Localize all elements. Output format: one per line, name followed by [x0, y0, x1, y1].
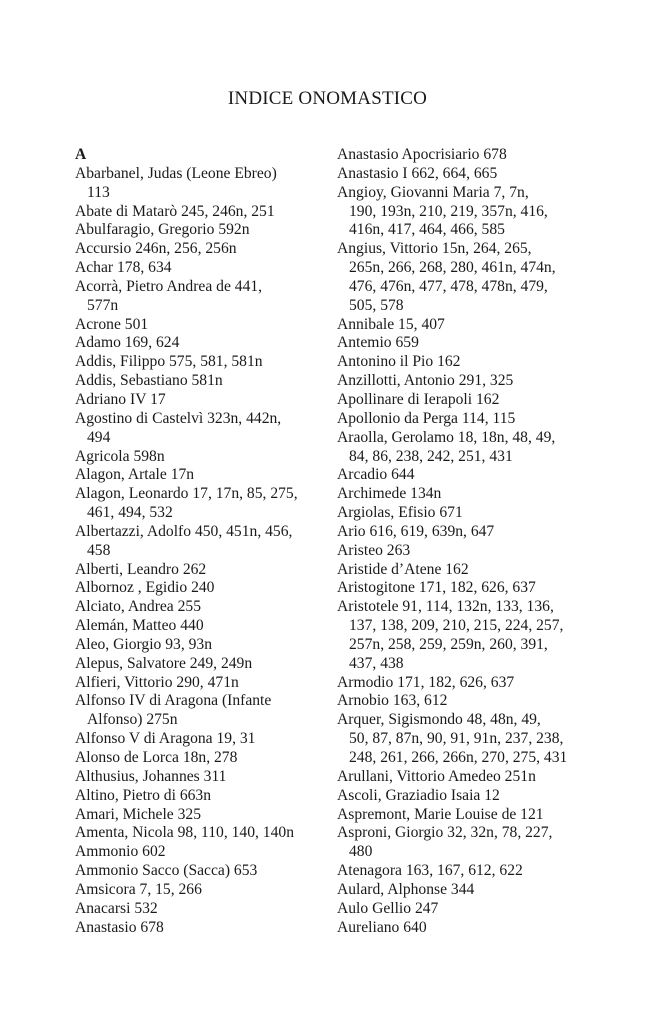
- index-entry: Anastasio Apocrisiario 678: [337, 146, 507, 163]
- index-entry: Archimede 134n: [337, 485, 442, 503]
- index-entry-continuation: 257n, 258, 259, 259n, 260, 391,: [349, 635, 548, 653]
- index-entry: Aristogitone 171, 182, 626, 637: [337, 579, 536, 597]
- index-entry: Agricola 598n: [75, 447, 165, 465]
- index-entry-continuation: 248, 261, 266, 266n, 270, 275, 431: [349, 749, 568, 766]
- index-entry-continuation: 458: [87, 541, 111, 559]
- index-entry: Asproni, Giorgio 32, 32n, 78, 227,: [337, 824, 553, 842]
- index-entry: Anacarsi 532: [75, 899, 158, 917]
- index-entry: Alberti, Leandro 262: [75, 560, 207, 578]
- index-entry-continuation: 505, 578: [349, 296, 404, 314]
- index-entry: Alagon, Leonardo 17, 17n, 85, 275,: [75, 485, 298, 503]
- index-entry: Atenagora 163, 167, 612, 622: [337, 862, 523, 880]
- index-entry: Apollinare di Ierapoli 162: [337, 390, 500, 408]
- index-entry: Adriano IV 17: [75, 390, 166, 408]
- index-entry: Aristotele 91, 114, 132n, 133, 136,: [337, 598, 554, 616]
- index-entry: Angioy, Giovanni Maria 7, 7n,: [337, 183, 529, 201]
- index-entry: Anzillotti, Antonio 291, 325: [337, 372, 514, 390]
- index-entry-continuation: 50, 87, 87n, 90, 91, 91n, 237, 238,: [349, 730, 564, 748]
- index-entry-continuation: 137, 138, 209, 210, 215, 224, 257,: [349, 617, 564, 635]
- index-entry: Alagon, Artale 17n: [75, 466, 195, 484]
- index-entry-continuation: 494: [87, 428, 111, 446]
- index-entry: Araolla, Gerolamo 18, 18n, 48, 49,: [337, 428, 556, 446]
- index-entry: Amsicora 7, 15, 266: [75, 880, 202, 898]
- index-entry-continuation: Alfonso) 275n: [87, 711, 178, 729]
- index-entry: Abulfaragio, Gregorio 592n: [75, 221, 250, 239]
- section-letter: A: [75, 146, 87, 163]
- index-entry: Ario 616, 619, 639n, 647: [337, 522, 495, 540]
- index-entry: Armodio 171, 182, 626, 637: [337, 673, 515, 691]
- index-entry: Argiolas, Efisio 671: [337, 504, 463, 522]
- index-entry: Arnobio 163, 612: [337, 692, 448, 710]
- index-column-right: [337, 146, 587, 937]
- index-entry: Aspremont, Marie Louise de 121: [337, 805, 544, 823]
- index-entry: Aristeo 263: [337, 541, 411, 559]
- index-entry: Angius, Vittorio 15n, 264, 265,: [337, 240, 532, 258]
- index-entry: Annibale 15, 407: [337, 315, 445, 333]
- index-entry: Agostino di Castelvì 323n, 442n,: [75, 409, 282, 427]
- index-entry: Altino, Pietro di 663n: [75, 786, 212, 804]
- index-entry-continuation: 437, 438: [349, 654, 404, 672]
- index-entry: Addis, Sebastiano 581n: [75, 372, 223, 390]
- index-entry: Amenta, Nicola 98, 110, 140, 140n: [75, 824, 294, 842]
- index-entry-continuation: 113: [87, 183, 110, 201]
- index-entry-continuation: 190, 193n, 210, 219, 357n, 416,: [349, 202, 548, 220]
- index-entry: Accursio 246n, 256, 256n: [75, 240, 237, 258]
- index-column-left: [75, 146, 325, 937]
- index-entry-continuation: 416n, 417, 464, 466, 585: [349, 221, 505, 239]
- page-title: INDICE ONOMASTICO: [227, 88, 428, 109]
- index-entry: Alonso de Lorca 18n, 278: [75, 749, 238, 766]
- index-entry: Abate di Matarò 245, 246n, 251: [75, 202, 275, 220]
- index-entry: Alfonso IV di Aragona (Infante: [75, 692, 272, 710]
- index-entry: Alfieri, Vittorio 290, 471n: [75, 673, 239, 691]
- index-entry: Apollonio da Perga 114, 115: [337, 409, 516, 427]
- index-entry: Achar 178, 634: [75, 259, 172, 277]
- index-entry-continuation: 480: [349, 843, 373, 861]
- index-entry: Aristide d’Atene 162: [337, 560, 469, 578]
- index-entry: Ascoli, Graziadio Isaia 12: [337, 786, 500, 804]
- index-entry: Antemio 659: [337, 334, 419, 352]
- index-entry: Albertazzi, Adolfo 450, 451n, 456,: [75, 522, 293, 540]
- index-entry: Ammonio 602: [75, 843, 166, 861]
- index-entry: Althusius, Johannes 311: [75, 767, 227, 785]
- index-entry: Addis, Filippo 575, 581, 581n: [75, 353, 263, 371]
- index-entry: Aulo Gellio 247: [337, 899, 439, 917]
- index-entry: Aureliano 640: [337, 918, 427, 936]
- index-entry: Arcadio 644: [337, 466, 415, 484]
- index-entry-continuation: 265n, 266, 268, 280, 461n, 474n,: [349, 259, 556, 277]
- index-entry-continuation: 461, 494, 532: [87, 504, 173, 522]
- index-entry: Arquer, Sigismondo 48, 48n, 49,: [337, 711, 541, 729]
- index-entry: Ammonio Sacco (Sacca) 653: [75, 862, 258, 880]
- index-entry-continuation: 476, 476n, 477, 478, 478n, 479,: [349, 277, 548, 295]
- index-entry: Adamo 169, 624: [75, 334, 180, 352]
- index-entry: Alfonso V di Aragona 19, 31: [75, 730, 256, 748]
- index-entry: Anastasio I 662, 664, 665: [337, 164, 498, 182]
- index-entry-continuation: 577n: [87, 296, 119, 314]
- index-entry: Arullani, Vittorio Amedeo 251n: [337, 767, 536, 785]
- index-entry: Acrone 501: [75, 315, 149, 333]
- index-entry: Amari, Michele 325: [75, 805, 202, 823]
- index-entry: Aleo, Giorgio 93, 93n: [75, 635, 213, 653]
- index-entry-continuation: 84, 86, 238, 242, 251, 431: [349, 447, 513, 465]
- index-entry: Alciato, Andrea 255: [75, 598, 202, 616]
- index-entry: Abarbanel, Judas (Leone Ebreo): [75, 164, 277, 182]
- index-entry: Alemán, Matteo 440: [75, 617, 204, 635]
- index-entry: Acorrà, Pietro Andrea de 441,: [75, 277, 263, 295]
- index-entry: Aulard, Alphonse 344: [337, 880, 475, 898]
- index-entry: Anastasio 678: [75, 918, 164, 936]
- index-entry: Antonino il Pio 162: [337, 353, 461, 371]
- index-entry: Albornoz , Egidio 240: [75, 579, 215, 597]
- index-entry: Alepus, Salvatore 249, 249n: [75, 654, 253, 672]
